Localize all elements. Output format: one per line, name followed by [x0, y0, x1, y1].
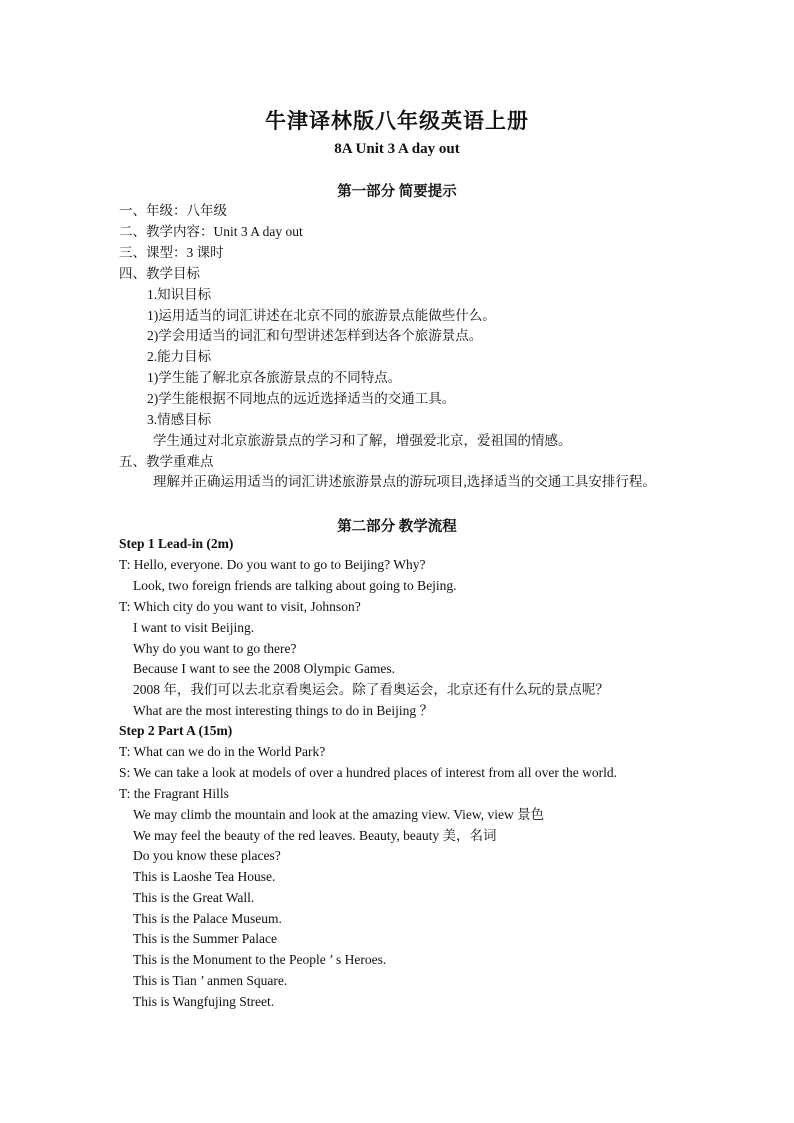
step2-line-11: This is the Monument to the People ’ s Heroes. — [133, 952, 387, 967]
step2-line-4: We may climb the mountain and look at the amazing view. View, view 景色 — [133, 807, 545, 822]
knowledge-goal-heading: 1.知识目标 — [147, 287, 212, 302]
knowledge-goal-2: 2)学会用适当的词汇和句型讲述怎样到达各个旅游景点。 — [147, 328, 483, 343]
step1-line-2: Look, two foreign friends are talking about going to Bejing. — [133, 578, 457, 593]
knowledge-goal-1: 1)运用适当的词汇讲述在北京不同的旅游景点能做些什么。 — [147, 308, 496, 323]
content-line: 二、教学内容：Unit 3 A day out — [119, 224, 303, 239]
emotion-goal-1: 学生通过对北京旅游景点的学习和了解，增强爱北京，爱祖国的情感。 — [153, 433, 572, 448]
step2-line-13: This is Wangfujing Street. — [133, 994, 275, 1009]
step2-line-3: T: the Fragrant Hills — [119, 786, 229, 801]
step2-line-9: This is the Palace Museum. — [133, 911, 282, 926]
part2-heading: 第二部分 教学流程 — [337, 519, 457, 535]
step1-line-1: T: Hello, everyone. Do you want to go to Beijing? Why? — [119, 557, 426, 572]
step2-line-5: We may feel the beauty of the red leaves. Beauty, beauty 美，名词 — [133, 828, 497, 843]
step1-line-5: Why do you want to go there? — [133, 641, 297, 656]
step2-line-12: This is Tian ’ anmen Square. — [133, 973, 288, 988]
step2-line-10: This is the Summer Palace — [133, 931, 277, 946]
step2-line-1: T: What can we do in the World Park? — [119, 744, 326, 759]
step1-line-8: What are the most interesting things to do in Beijing ？ — [133, 703, 433, 718]
step1-line-3: T: Which city do you want to visit, Johnson? — [119, 599, 361, 614]
document-title: 牛津译林版八年级英语上册 — [265, 109, 529, 133]
keypoints-text: 理解并正确运用适当的词汇讲述旅游景点的游玩项目,选择适当的交通工具安排行程。 — [153, 474, 656, 489]
step1-line-4: I want to visit Beijing. — [133, 620, 255, 635]
document-subtitle: 8A Unit 3 A day out — [334, 141, 460, 157]
part1-heading: 第一部分 简要提示 — [337, 184, 457, 200]
step1-heading: Step 1 Lead-in (2m) — [119, 536, 234, 551]
step2-line-8: This is the Great Wall. — [133, 890, 255, 905]
step2-line-2: S: We can take a look at models of over a hundred places of interest from all over the world. — [119, 765, 618, 780]
step2-line-7: This is Laoshe Tea House. — [133, 869, 276, 884]
grade-line: 一、年级：八年级 — [119, 203, 227, 218]
lesson-type-line: 三、课型：3 课时 — [119, 245, 224, 260]
step1-line-7: 2008 年，我们可以去北京看奥运会。除了看奥运会，北京还有什么玩的景点呢？ — [133, 682, 609, 697]
step1-line-6: Because I want to see the 2008 Olympic Games. — [133, 661, 396, 676]
goals-heading: 四、教学目标 — [119, 266, 200, 281]
emotion-goal-heading: 3.情感目标 — [147, 412, 212, 427]
ability-goal-1: 1)学生能了解北京各旅游景点的不同特点。 — [147, 370, 402, 385]
keypoints-heading: 五、教学重难点 — [119, 454, 214, 469]
step2-heading: Step 2 Part A (15m) — [119, 723, 233, 738]
ability-goal-heading: 2.能力目标 — [147, 349, 212, 364]
ability-goal-2: 2)学生能根据不同地点的远近选择适当的交通工具。 — [147, 391, 456, 406]
step2-line-6: Do you know these places? — [133, 848, 281, 863]
